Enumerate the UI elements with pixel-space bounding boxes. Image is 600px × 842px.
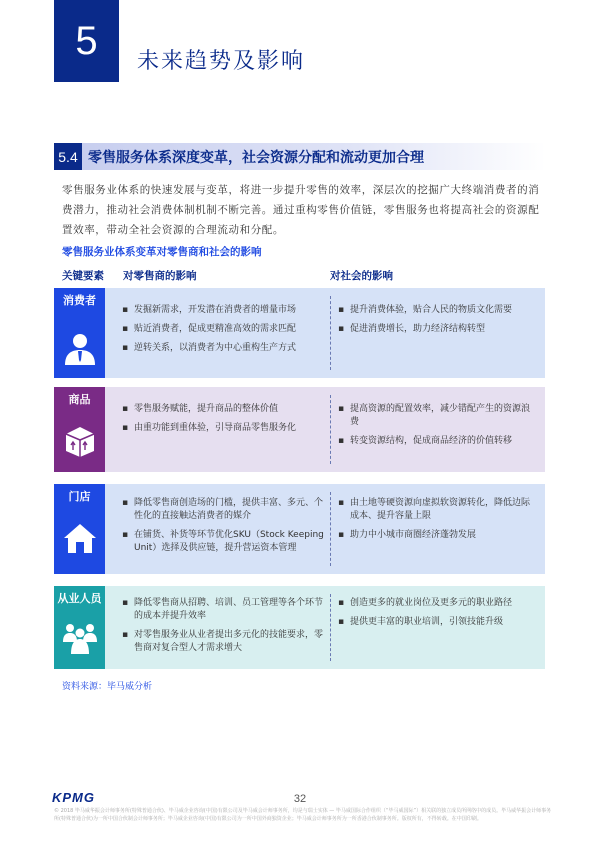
intro-paragraph: 零售服务业体系的快速发展与变革，将进一步提升零售的效率，深层次的挖掘广大终端消费者的消费潜力，推动社会消费体制机制不断完善。通过重构零售价值链，零售服务也将提高社会的资源配置效率，带动全社会资源的合理流动和分配。 [62, 184, 540, 236]
chapter-number: 5 [54, 0, 119, 82]
list-item: ▪ 由土地等硬资源向虚拟软资源转化，降低边际成本、提升容量上限 [336, 497, 536, 523]
society-impact-cell [336, 586, 536, 680]
box-icon [62, 423, 98, 459]
column-header-retailer: 对零售商的影响 [123, 270, 197, 282]
row-label: 消费者 [63, 294, 96, 307]
table-row-goods [54, 387, 545, 472]
retailer-impact-cell [120, 484, 325, 587]
column-divider [330, 395, 331, 464]
row-label: 商品 [68, 393, 91, 406]
retailer-impact-cell [120, 586, 325, 680]
list-item: ▪ 降低零售商创造场的门槛，提供丰富、多元、个性化的直接触达消费者的媒介 [120, 497, 325, 523]
source-note: 资料来源：毕马威分析 [62, 682, 153, 692]
column-divider [330, 296, 331, 370]
column-divider [330, 492, 331, 566]
table-row-consumer [54, 288, 545, 378]
retailer-impact-cell [120, 387, 325, 488]
list-item: ▪ 助力中小城市商圈经济蓬勃发展 [336, 529, 536, 542]
list-item: ▪ 零售服务赋能，提升商品的整体价值 [120, 403, 325, 416]
list-item: ▪ 对零售服务业从业者提出多元化的技能要求，零售商对复合型人才需求增大 [120, 629, 325, 655]
row-tile [54, 586, 105, 669]
chapter-title: 未来趋势及影响 [137, 49, 306, 74]
society-impact-cell [336, 387, 536, 488]
store-icon [62, 520, 98, 556]
column-header-society: 对社会的影响 [330, 270, 393, 282]
list-item: ▪ 发掘新需求，开发潜在消费者的增量市场 [120, 304, 325, 317]
list-item: ▪ 逆转关系，以消费者为中心重构生产方式 [120, 342, 325, 355]
retailer-impact-cell [120, 288, 325, 394]
staff-icon [62, 620, 98, 656]
section-number: 5.4 [54, 143, 82, 170]
column-header-factor: 关键要素 [62, 270, 104, 282]
person-icon [62, 330, 98, 366]
table-row-store [54, 484, 545, 574]
list-item: ▪ 提升消费体验，贴合人民的物质文化需要 [336, 304, 536, 317]
list-item: ▪ 提供更丰富的职业培训，引领技能升级 [336, 616, 536, 629]
kpmg-logo: KPMG [52, 790, 95, 805]
society-impact-cell [336, 288, 536, 394]
list-item: ▪ 提高资源的配置效率，减少错配产生的资源浪费 [336, 403, 536, 429]
row-tile [54, 484, 105, 574]
row-tile [54, 288, 105, 378]
column-divider [330, 594, 331, 661]
table-row-staff [54, 586, 545, 669]
list-item: ▪ 促进消费增长，助力经济结构转型 [336, 323, 536, 336]
society-impact-cell [336, 484, 536, 587]
list-item: ▪ 贴近消费者，促成更精准高效的需求匹配 [120, 323, 325, 336]
row-tile [54, 387, 105, 472]
page-number: 32 [293, 793, 307, 805]
list-item: ▪ 转变资源结构，促成商品经济的价值转移 [336, 435, 536, 448]
list-item: ▪ 降低零售商从招聘、培训、员工管理等各个环节的成本并提升效率 [120, 597, 325, 623]
table-title: 零售服务业体系变革对零售商和社会的影响 [62, 246, 262, 258]
row-label: 门店 [68, 490, 91, 503]
list-item: ▪ 创造更多的就业岗位及更多元的职业路径 [336, 597, 536, 610]
row-label: 从业人员 [57, 592, 102, 605]
list-item: ▪ 由重功能到重体验，引导商品零售服务化 [120, 422, 325, 435]
section-title: 零售服务体系深度变革，社会资源分配和流动更加合理 [88, 150, 424, 166]
copyright-fine-print: © 2018 毕马威华振会计师事务所(特殊普通合伙)、毕马威企业咨询(中国)有限公司及毕马威会计师事务所，均是与瑞士实体 — 毕马威国际合作组织（“毕马威国际”）相关联的独立成员所网络中的成员。毕马威华振会计师事务所(特殊普通合伙)为一所中国合伙制会计师事务所；毕马威企业咨询(中国)有限公司为一所中国外商独资企业；毕马威会计师事务所为一所香港合伙制事务所。版权所有，不得转载。在中国印刷。 [54, 808, 552, 822]
list-item: ▪ 在铺货、补货等环节优化SKU（Stock Keeping Unit）选择及供应链，提升营运资本管理 [120, 529, 325, 555]
